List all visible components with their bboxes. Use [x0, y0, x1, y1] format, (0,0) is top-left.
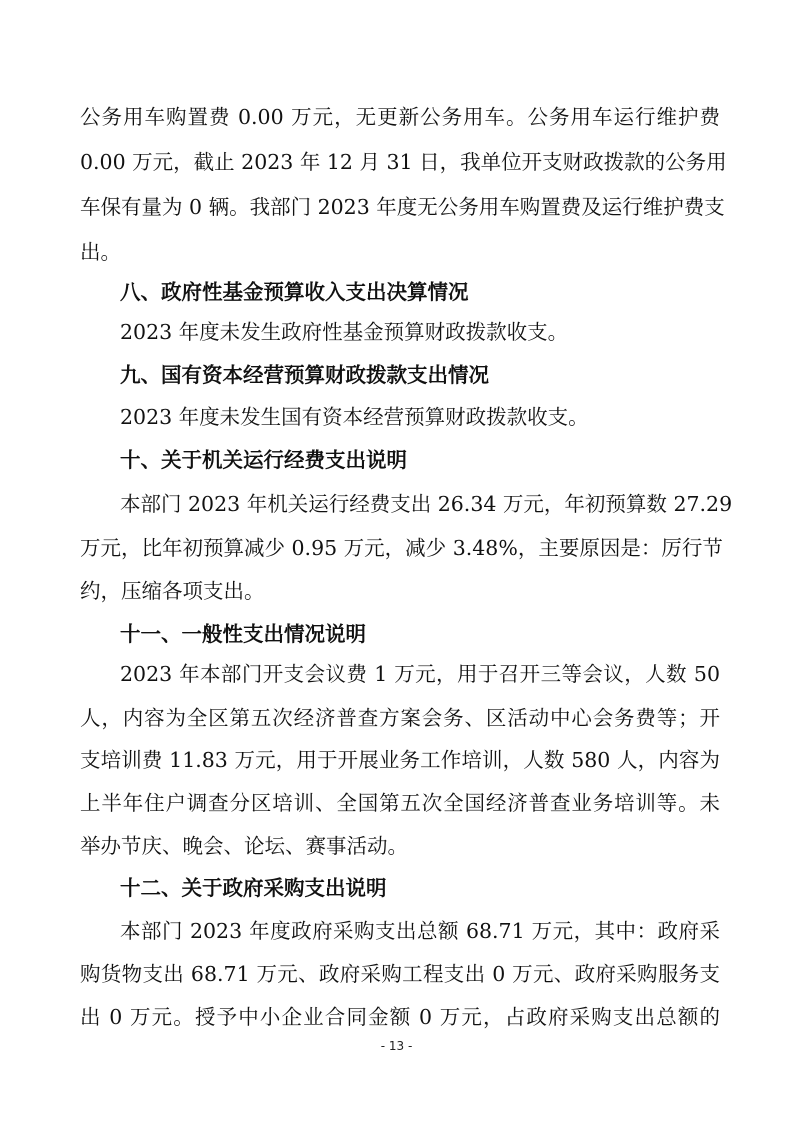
- paragraph-line: 本部门 2023 年机关运行经费支出 26.34 万元，年初预算数 27.29: [120, 492, 733, 516]
- paragraph-line: 2023 年度未发生政府性基金预算财政拨款收支。: [120, 320, 569, 344]
- paragraph-line: 车保有量为 0 辆。我部门 2023 年度无公务用车购置费及运行维护费支: [80, 195, 725, 219]
- paragraph-line: 2023 年度未发生国有资本经营预算财政拨款收支。: [120, 405, 589, 429]
- paragraph-line: 出。: [80, 240, 121, 264]
- paragraph-line: 公务用车购置费 0.00 万元，无更新公务用车。公务用车运行维护费: [80, 105, 720, 129]
- paragraph-line: 约，压缩各项支出。: [80, 579, 265, 603]
- paragraph-line: 人，内容为全区第五次经济普查方案会务、区活动中心会务费等；开: [80, 706, 720, 730]
- paragraph-line: 本部门 2023 年度政府采购支出总额 68.71 万元，其中：政府采: [120, 919, 720, 943]
- paragraph-line: 出 0 万元。授予中小企业合同金额 0 万元，占政府采购支出总额的: [80, 1005, 720, 1029]
- section-heading-12: 十二、关于政府采购支出说明: [120, 876, 387, 900]
- section-heading-9: 九、国有资本经营预算财政拨款支出情况: [120, 363, 489, 387]
- page-number: - 13 -: [380, 1039, 413, 1053]
- section-heading-8: 八、政府性基金预算收入支出决算情况: [120, 280, 469, 304]
- section-heading-11: 十一、一般性支出情况说明: [120, 622, 366, 646]
- paragraph-line: 购货物支出 68.71 万元、政府采购工程支出 0 万元、政府采购服务支: [80, 962, 720, 986]
- section-heading-10: 十、关于机关运行经费支出说明: [120, 448, 407, 472]
- paragraph-line: 2023 年本部门开支会议费 1 万元，用于召开三等会议，人数 50: [120, 662, 720, 686]
- paragraph-line: 上半年住户调查分区培训、全国第五次全国经济普查业务培训等。未: [80, 791, 720, 815]
- paragraph-line: 万元，比年初预算减少 0.95 万元，减少 3.48%，主要原因是：厉行节: [80, 536, 723, 560]
- paragraph-line: 举办节庆、晚会、论坛、赛事活动。: [80, 834, 408, 858]
- paragraph-line: 0.00 万元，截止 2023 年 12 月 31 日，我单位开支财政拨款的公务用: [80, 150, 727, 174]
- paragraph-line: 支培训费 11.83 万元，用于开展业务工作培训，人数 580 人，内容为: [80, 748, 720, 772]
